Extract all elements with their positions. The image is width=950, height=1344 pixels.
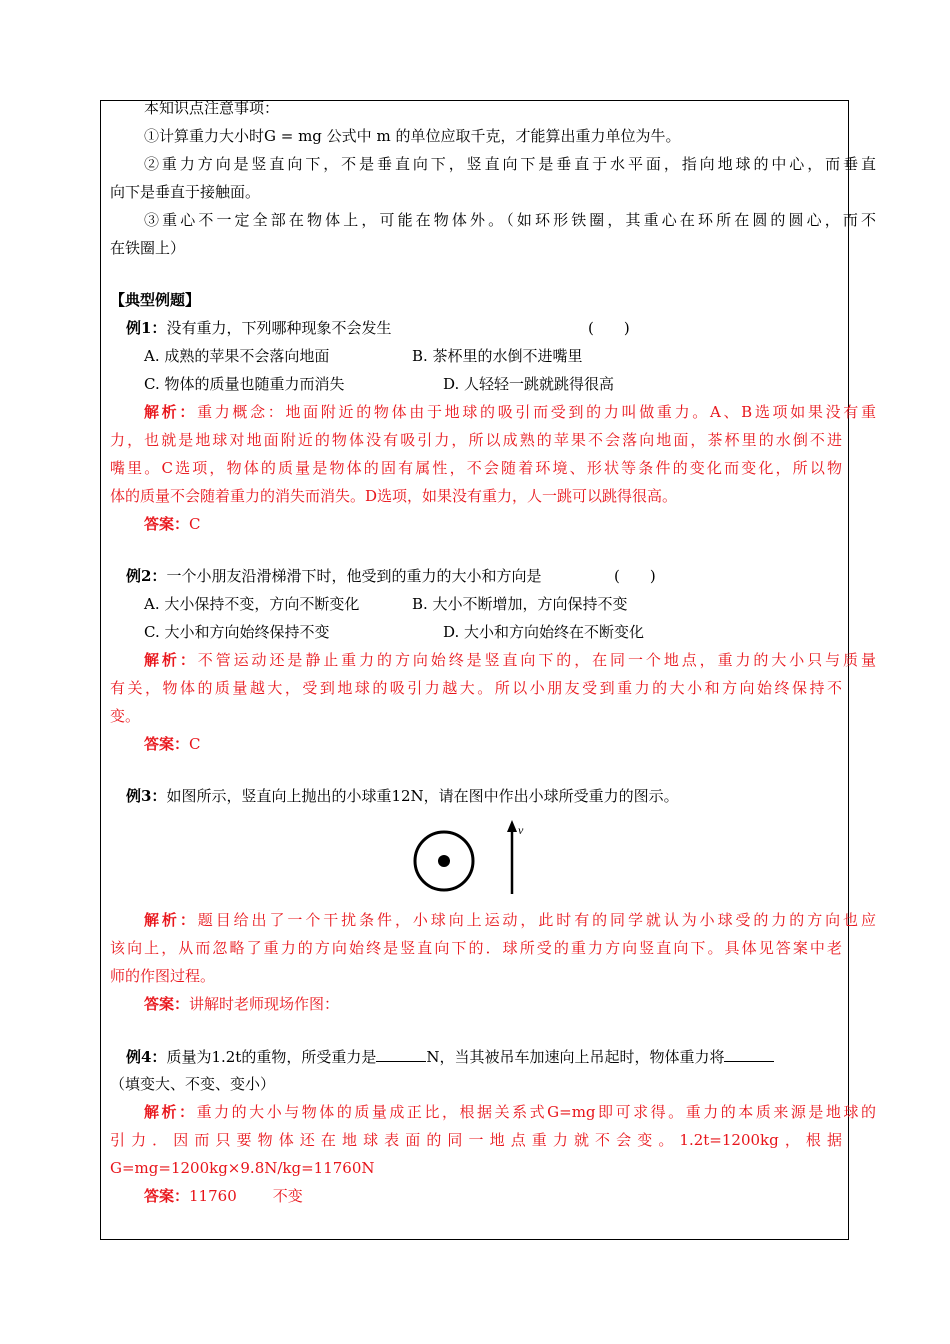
ex2-analysis-text: 不管运动还是静止重力的方向始终是竖直向下的，在同一个地点，重力的大小只与质量 xyxy=(197,651,876,669)
ex1-paren: ( ) xyxy=(588,319,630,337)
ex2-option-c: C. 大小和方向始终保持不变 xyxy=(144,623,330,641)
ex4-label: 例4： xyxy=(126,1048,167,1066)
velocity-label: v xyxy=(518,823,524,837)
ex1-analysis-4: 体的质量不会随着重力的消失而消失。D选项，如果没有重力，人一跳可以跳得很高。 xyxy=(110,487,678,505)
ex3-answer-value: 讲解时老师现场作图： xyxy=(189,995,340,1013)
ex1-analysis-3: 嘴里。C选项，物体的质量是物体的固有属性，不会随着环境、形状等条件的变化而变化，所以物 xyxy=(110,459,842,477)
ex4-analysis-2: 引力．因而只要物体还在地球表面的同一地点重力就不会变。1.2t=1200kg，根据 xyxy=(110,1131,842,1149)
ex1-question xyxy=(110,318,858,338)
ex3-analysis-2: 该向上，从而忽略了重力的方向始终是竖直向下的．球所受的重力方向竖直向下。具体见答案中老 xyxy=(110,939,842,957)
ex4-answer-value-1: 11760 xyxy=(189,1187,237,1205)
ex1-option-d: D. 人轻轻一跳就跳得很高 xyxy=(443,375,615,393)
ball-figure xyxy=(412,816,542,902)
notes-item-3-cont: 在铁圈上） xyxy=(110,239,186,257)
ex4-answer-value-2: 不变 xyxy=(272,1187,303,1205)
notes-item-2-cont: 向下是垂直于接触面。 xyxy=(110,183,261,201)
ex3-analysis-1 xyxy=(110,910,876,930)
notes-item-1: ①计算重力大小时G = mg 公式中 m 的单位应取千克，才能算出重力单位为牛。 xyxy=(144,127,681,145)
ex3-answer xyxy=(110,994,876,1014)
ex2-answer-label: 答案： xyxy=(144,735,190,753)
ex4-question xyxy=(110,1046,858,1067)
ex1-option-b: B. 茶杯里的水倒不进嘴里 xyxy=(412,347,583,365)
ex2-analysis-2: 有关，物体的质量越大，受到地球的吸引力越大。所以小朋友受到重力的大小和方向始终保持不 xyxy=(110,679,842,697)
ex4-blank-1[interactable] xyxy=(376,1046,426,1062)
ex2-option-a: A. 大小保持不变，方向不断变化 xyxy=(144,595,360,613)
ex4-question-line2: （填变大、不变、变小） xyxy=(110,1075,276,1093)
ex1-answer xyxy=(110,514,876,534)
ex2-label: 例2： xyxy=(126,567,167,585)
ex1-analysis-text: 重力概念：地面附近的物体由于地球的吸引而受到的力叫做重力。A、B选项如果没有重 xyxy=(197,403,876,421)
content-frame xyxy=(100,100,849,1240)
ex3-label: 例3： xyxy=(126,787,167,805)
ex1-answer-label: 答案： xyxy=(144,515,190,533)
ex1-option-c: C. 物体的质量也随重力而消失 xyxy=(144,375,345,393)
ex4-answer xyxy=(110,1186,876,1206)
ex2-question xyxy=(110,566,858,586)
ex1-answer-value: C xyxy=(189,515,201,533)
ex2-analysis-1 xyxy=(110,650,876,670)
ex4-analysis-label: 解析： xyxy=(144,1103,197,1121)
ex2-answer-value: C xyxy=(189,735,201,753)
ex1-analysis-1 xyxy=(110,402,876,422)
ex4-question-part2: N，当其被吊车加速向上吊起时，物体重力将 xyxy=(426,1048,725,1066)
ex4-blank-2[interactable] xyxy=(724,1046,774,1062)
ex3-analysis-text: 题目给出了一个干扰条件，小球向上运动，此时有的同学就认为小球受的力的方向也应 xyxy=(197,911,876,929)
ex2-analysis-label: 解析： xyxy=(144,651,198,669)
ex2-analysis-3: 变。 xyxy=(110,707,141,725)
ex1-option-a: A. 成熟的苹果不会落向地面 xyxy=(144,347,330,365)
ex3-analysis-label: 解析： xyxy=(144,911,198,929)
ball-center-dot xyxy=(438,855,450,867)
ex4-answer-label: 答案： xyxy=(144,1187,190,1205)
notes-item-3: ③重心不一定全部在物体上，可能在物体外。（如环形铁圈，其重心在环所在圆的圆心，而不 xyxy=(144,211,876,229)
notes-item-2: ②重力方向是竖直向下，不是垂直向下，竖直向下是垂直于水平面，指向地球的中心，而垂直 xyxy=(144,155,876,173)
ex3-answer-label: 答案： xyxy=(144,995,190,1013)
velocity-arrow-head xyxy=(507,820,517,832)
ex2-option-d: D. 大小和方向始终在不断变化 xyxy=(443,623,645,641)
ex3-question-text: 如图所示，竖直向上抛出的小球重12N，请在图中作出小球所受重力的图示。 xyxy=(166,787,679,805)
ex3-question xyxy=(110,786,858,806)
ex4-question-part1: 质量为1.2t的重物，所受重力是 xyxy=(166,1048,377,1066)
ex2-answer xyxy=(110,734,876,754)
ex4-analysis-text: 重力的大小与物体的质量成正比，根据关系式G=mg即可求得。重力的本质来源是地球的 xyxy=(196,1103,876,1121)
section-title: 【典型例题】 xyxy=(110,291,201,309)
ex1-question-text: 没有重力，下列哪种现象不会发生 xyxy=(166,319,392,337)
ex1-analysis-label: 解析： xyxy=(144,403,198,421)
ex2-question-text: 一个小朋友沿滑梯滑下时，他受到的重力的大小和方向是 xyxy=(166,567,542,585)
ex2-paren: ( ) xyxy=(614,567,656,585)
ex1-analysis-2: 力，也就是地球对地面附近的物体没有吸引力，所以成熟的苹果不会落向地面，茶杯里的水倒不进 xyxy=(110,431,842,449)
notes-heading: 本知识点注意事项： xyxy=(144,99,280,117)
ex3-analysis-3: 师的作图过程。 xyxy=(110,967,216,985)
ex1-label: 例1： xyxy=(126,319,167,337)
ex4-analysis-1 xyxy=(110,1102,876,1122)
ball-figure-svg xyxy=(412,816,542,902)
ex4-analysis-3: G=mg=1200kg×9.8N/kg=11760N xyxy=(110,1159,375,1177)
ex2-option-b: B. 大小不断增加，方向保持不变 xyxy=(412,595,628,613)
